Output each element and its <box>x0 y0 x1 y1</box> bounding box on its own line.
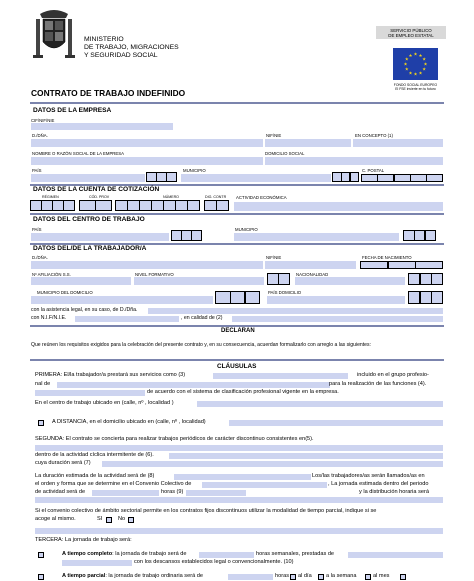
pais-field[interactable] <box>31 174 145 182</box>
trabajos-field[interactable] <box>35 445 443 451</box>
en-concepto-field[interactable] <box>353 139 443 147</box>
sector-field[interactable] <box>35 528 443 534</box>
centro-ubicado-text: En el centro de trabajo ubicado en (calle, nº , localidad ) <box>35 400 174 406</box>
section-divider <box>30 102 444 104</box>
eu-star-icon: ★ <box>404 66 409 72</box>
tiempo-completo-text <box>62 551 186 558</box>
eu-star-icon: ★ <box>413 51 418 57</box>
representante-nif-field[interactable] <box>75 316 179 322</box>
eu-star-icon: ★ <box>418 70 423 76</box>
section-heading-trabajador: DATOS DEL/DE LA TRABAJADOR/A <box>33 245 147 252</box>
funciones-field[interactable] <box>35 390 145 396</box>
municipio-dom-label: MUNICIPIO DEL DOMICILIO <box>37 290 93 295</box>
municipio-label: MUNICIPIO <box>183 168 206 173</box>
horas-text: horas <box>275 573 289 579</box>
no-label: No <box>118 516 126 522</box>
descansos-text: con los descansos establecidos legal o convencionalmente. (10) <box>134 559 294 565</box>
ministry-logo <box>30 8 78 66</box>
horas-semanales-field[interactable] <box>199 552 254 558</box>
segunda-text-2: dentro de la actividad cíclica intermitente de (6). <box>35 452 154 458</box>
domicilio-social-field[interactable] <box>265 157 443 165</box>
regimen-label: RÉGIMEN <box>42 195 59 199</box>
declaran-text: Que reúnen los requisitos exigidos para la celebración del presente contrato y, en su consecuencia, acuerdan formalizarlo con arreglo a las siguientes: <box>31 342 371 348</box>
empresa-nif-label: NIF/NIE <box>266 133 282 138</box>
ministry-line: DE TRABAJO, MIGRACIONES <box>84 44 179 51</box>
eu-star-icon: ★ <box>422 66 427 72</box>
ministry-line: MINISTERIO <box>84 36 124 43</box>
sepe-logo <box>376 26 446 39</box>
cif-field[interactable] <box>31 123 173 130</box>
sepe-line: SERVICIO PÚBLICO <box>390 27 432 33</box>
section-heading-cotizacion: DATOS DE LA CUENTA DE COTIZACIÓN <box>33 186 160 193</box>
al-mes-text: al mes <box>373 573 390 579</box>
sector-text: Si el convenio colectivo de ámbito sectorial permite en los contratos fijos discontinuos utilizar la modalidad de tiempo parcial, indique si se <box>35 508 377 514</box>
section-heading-empresa: DATOS DE LA EMPRESA <box>33 107 112 114</box>
sepe-line: DE EMPLEO ESTATAL <box>388 32 434 38</box>
actividad-label: ACTIVIDAD ECONÓMICA <box>236 195 287 200</box>
segunda-text-6c: y la distribución horaria será <box>359 489 429 495</box>
fecha-nac-label: FECHA DE NACIMIENTO <box>362 255 412 260</box>
tiempo-parcial-checkbox[interactable] <box>38 574 44 580</box>
eu-star-icon: ★ <box>418 52 423 58</box>
afiliacion-label: Nº AFILIACIÓN S.S. <box>32 272 71 277</box>
semana-checkbox[interactable] <box>318 574 324 580</box>
trabajador-dna-label: D./DÑA. <box>32 255 48 260</box>
actividad-ciclica-field[interactable] <box>169 453 443 459</box>
al-dia-text: al día <box>298 573 312 579</box>
tc-extra-field[interactable] <box>62 560 132 566</box>
primera-text-d: para la realización de las funciones (4). <box>329 381 427 387</box>
centro-municipio-field[interactable] <box>234 233 399 241</box>
cpostal-label: C. POSTAL <box>362 168 385 173</box>
eu-star-icon: ★ <box>423 61 428 67</box>
centro-pais-label: PAÍS <box>32 227 42 232</box>
cpostal-boxes[interactable] <box>362 174 443 182</box>
municipio-dom-boxes[interactable] <box>216 291 260 304</box>
tiempo-parcial-desc: : la jornada de trabajo ordinaria será de <box>105 573 203 579</box>
numero-boxes[interactable] <box>116 200 200 211</box>
municipio-dom-field[interactable] <box>31 296 213 304</box>
segunda-text-4: La duración estimada de la actividad será de (8) <box>35 473 155 479</box>
asistencia-field[interactable] <box>148 308 443 314</box>
en-concepto-label: EN CONCEPTO (1) <box>355 133 393 138</box>
segunda-text-4b: Los/las trabajadores/as serán llamados/as en <box>312 473 425 479</box>
dig-contr-boxes[interactable] <box>205 200 229 211</box>
dig-contr-label: DIG. CONTR <box>205 195 227 199</box>
centro-municipio-boxes[interactable] <box>404 230 436 241</box>
centro-municipio-label: MUNICIPIO <box>235 227 258 232</box>
domicilio-social-label: DOMICILIO SOCIAL <box>265 151 305 156</box>
empresa-name-field[interactable] <box>31 139 263 147</box>
fse-caption <box>378 83 453 91</box>
trabajador-nif-label: NIF/NIE <box>266 255 282 260</box>
ministry-name <box>84 36 179 60</box>
nacionalidad-boxes[interactable] <box>409 273 443 285</box>
trabajador-name-field[interactable] <box>31 261 263 269</box>
empresa-dna-label: D./DÑA. <box>32 133 48 138</box>
afiliacion-field[interactable] <box>31 277 131 285</box>
eu-star-icon: ★ <box>422 56 427 62</box>
tiempo-completo-label: A tiempo completo <box>62 551 113 557</box>
empresa-nif-field[interactable] <box>265 139 351 147</box>
asistencia-text: con la asistencia legal, en su caso, de D./Dña. <box>31 307 138 313</box>
distribucion-field[interactable] <box>35 497 443 503</box>
primera-text-c: nal de <box>35 381 51 387</box>
cod-prov-boxes[interactable] <box>80 200 112 211</box>
segunda-text-6b: horas (9) <box>161 489 184 495</box>
segunda-text-3: cuya duración será (7) <box>35 460 91 466</box>
eu-star-icon: ★ <box>413 71 418 77</box>
fse-line: El FSE invierte en tu futuro <box>395 87 436 91</box>
duracion-field[interactable] <box>102 461 443 467</box>
primera-text-b: incluido en el grupo profesio- <box>357 372 429 378</box>
razon-social-label: NOMBRE O RAZÓN SOCIAL DE LA EMPRESA <box>32 151 125 156</box>
segunda-text-5: el orden y forma que se determine en el Convenio Colectivo de <box>35 481 192 487</box>
al-dia-checkbox[interactable] <box>290 574 296 580</box>
primera-text-e: de acuerdo con el sistema de clasificación profesional vigente en la empresa. <box>147 389 339 395</box>
trabajador-nif-field[interactable] <box>265 261 356 269</box>
tiempo-parcial-label: A tiempo parcial <box>62 573 106 579</box>
clausulas-heading: CLÁUSULAS <box>217 363 257 370</box>
segunda-text-6: de actividad será de <box>35 489 86 495</box>
al-anio-checkbox[interactable] <box>400 574 406 580</box>
pais-dom-label: PAÍS DOMICILIO <box>268 290 302 295</box>
prestadas-field[interactable] <box>348 552 443 558</box>
cod-prov-label: CÓD. PROV <box>89 195 110 199</box>
section-heading-centro: DATOS DEL CENTRO DE TRABAJO <box>33 216 145 223</box>
fse-line: FONDO SOCIAL EUROPEO <box>393 83 438 87</box>
section-divider <box>30 213 444 215</box>
razon-social-field[interactable] <box>31 157 263 165</box>
semana-text: a la semana <box>326 573 357 579</box>
section-divider <box>30 325 444 327</box>
pais-dom-boxes[interactable] <box>409 291 443 304</box>
centro-ubicado-field[interactable] <box>197 401 443 407</box>
section-divider <box>30 359 444 361</box>
en-calidad-text: , en calidad de (2) <box>181 315 223 321</box>
pais-code-boxes[interactable] <box>147 172 177 182</box>
tercera-text: TERCERA: La jornada de trabajo será: <box>35 537 132 543</box>
centro-pais-field[interactable] <box>31 233 169 241</box>
horas-field[interactable] <box>186 490 246 496</box>
eu-flag-icon <box>393 48 438 80</box>
tiempo-completo-desc: : la jornada de trabajo será de <box>112 551 187 557</box>
distancia-text: A DISTANCIA, en el domicilio ubicado en (calle, nº , localidad) <box>52 419 206 425</box>
representante-nif-text: con N.I.F/N.I.E. <box>31 315 67 321</box>
duracion-estimada-field[interactable] <box>174 474 311 480</box>
grupo-field[interactable] <box>57 382 330 388</box>
en-calidad-field[interactable] <box>232 316 443 322</box>
page-title: CONTRATO DE TRABAJO INDEFINIDO <box>31 88 186 98</box>
tiempo-parcial-text <box>62 573 203 580</box>
nacionalidad-label: NACIONALIDAD <box>296 272 329 277</box>
municipio-code-boxes[interactable] <box>333 172 359 182</box>
centro-pais-boxes[interactable] <box>172 230 202 241</box>
horas-parcial-field[interactable] <box>228 574 273 580</box>
declaran-heading: DECLARAN <box>221 328 255 334</box>
primera-text: PRIMERA: El/la trabajador/a prestará sus servicios como (3) <box>35 372 186 378</box>
distancia-field[interactable] <box>229 420 443 426</box>
sector-text-2: acoge al mismo. <box>35 516 76 522</box>
actividad-field[interactable] <box>234 202 443 211</box>
si-label: SI <box>97 516 103 522</box>
nivel-label: NIVEL FORMATIVO <box>135 272 174 277</box>
eu-star-icon: ★ <box>408 52 413 58</box>
tiempo-completo-checkbox[interactable] <box>38 552 44 558</box>
eu-star-icon: ★ <box>403 61 408 67</box>
horas-semanales-text: horas semanales, prestadas de <box>256 551 335 557</box>
pais-dom-field[interactable] <box>267 296 405 304</box>
al-mes-checkbox[interactable] <box>365 574 371 580</box>
convenio-field[interactable] <box>202 482 327 488</box>
ministry-line: Y SEGURIDAD SOCIAL <box>84 52 158 59</box>
distancia-checkbox[interactable] <box>38 420 44 426</box>
cif-label: CIF/NIF/NIE <box>31 118 55 123</box>
pais-label: PAÍS <box>32 168 42 173</box>
nivel-boxes[interactable] <box>268 273 290 285</box>
jornada-estimada-field[interactable] <box>92 490 159 496</box>
eu-star-icon: ★ <box>408 70 413 76</box>
segunda-text: SEGUNDA: El contrato se concierta para realizar trabajos periódicos de carácter discontinuo consistentes en(5). <box>35 436 314 442</box>
puesto-field[interactable] <box>213 373 348 379</box>
si-checkbox[interactable] <box>106 517 112 523</box>
segunda-text-5b: , La jornada estimada dentro del periodo <box>328 481 429 487</box>
regimen-boxes[interactable] <box>31 200 75 211</box>
eu-star-icon: ★ <box>404 56 409 62</box>
nacionalidad-field[interactable] <box>295 277 405 285</box>
numero-label: NÚMERO <box>163 195 179 199</box>
nivel-field[interactable] <box>134 277 264 285</box>
no-checkbox[interactable] <box>128 517 134 523</box>
municipio-field[interactable] <box>181 174 331 182</box>
fecha-nac-boxes[interactable] <box>361 261 443 269</box>
